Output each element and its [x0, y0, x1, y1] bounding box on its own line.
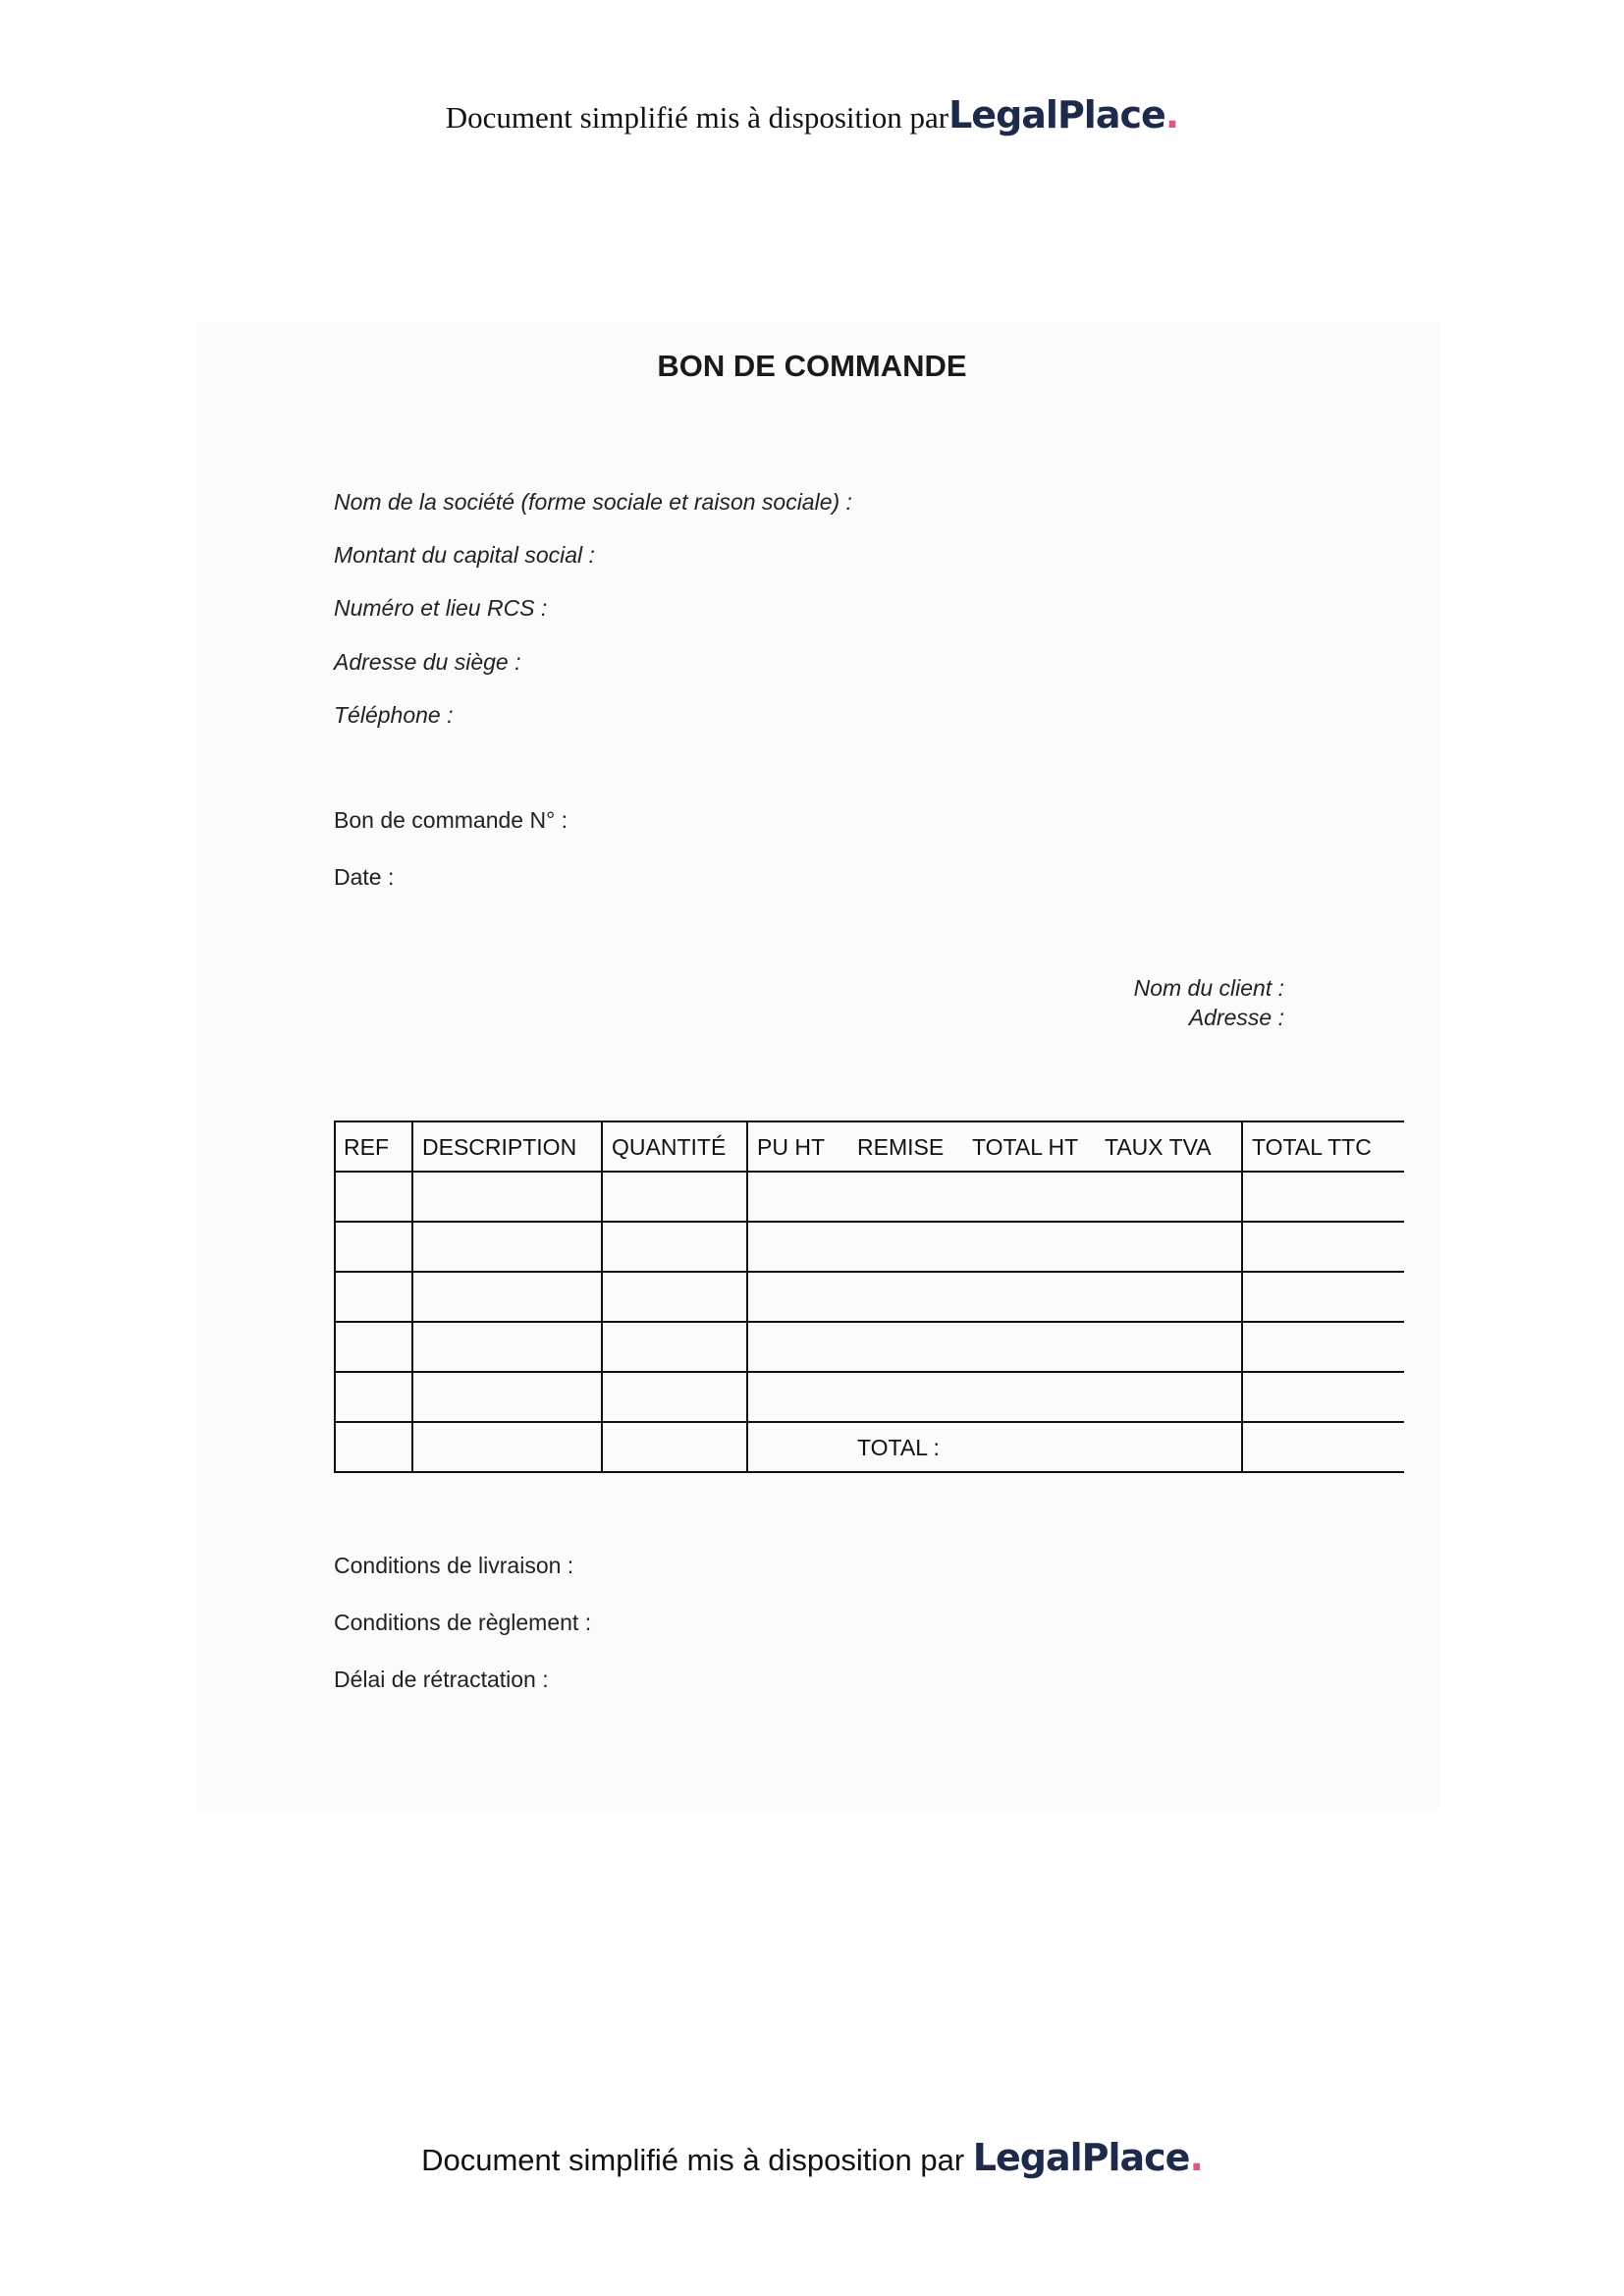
company-name-field: Nom de la société (forme sociale et raison sociale) : — [334, 489, 852, 515]
withdrawal-period-field: Délai de rétractation : — [334, 1667, 549, 1692]
header-quantite: QUANTITÉ — [612, 1134, 727, 1160]
table-total-label: TOTAL : — [857, 1435, 940, 1460]
rcs-field: Numéro et lieu RCS : — [334, 595, 548, 621]
payment-conditions-field: Conditions de règlement : — [334, 1610, 592, 1635]
date-field: Date : — [334, 864, 395, 890]
client-address-field: Adresse : — [1188, 1005, 1284, 1030]
legalplace-logo: LegalPlace. — [948, 93, 1179, 137]
footer-legalplace-logo: LegalPlace. — [972, 2136, 1203, 2179]
header-remise: REMISE — [857, 1134, 945, 1160]
credit-text: Document simplifié mis à disposition par — [445, 100, 949, 135]
header-ref: REF — [344, 1134, 389, 1160]
phone-field: Téléphone : — [334, 702, 454, 728]
header-pu-ht: PU HT — [757, 1134, 825, 1160]
delivery-conditions-field: Conditions de livraison : — [334, 1553, 574, 1578]
document-title: BON DE COMMANDE — [657, 349, 967, 383]
footer-credit-text: Document simplifié mis à disposition par — [421, 2143, 965, 2177]
footer-credit — [0, 2136, 1624, 2179]
header-total-ht: TOTAL HT — [972, 1134, 1079, 1160]
header-taux-tva: TAUX TVA — [1105, 1134, 1212, 1160]
header-description: DESCRIPTION — [422, 1134, 577, 1160]
address-field: Adresse du siège : — [334, 649, 521, 675]
order-number-field: Bon de commande N° : — [334, 807, 568, 833]
client-name-field: Nom du client : — [1133, 975, 1284, 1001]
header-total-ttc: TOTAL TTC — [1252, 1134, 1372, 1160]
order-table — [334, 1121, 1404, 1473]
capital-field: Montant du capital social : — [334, 542, 595, 568]
header-credit — [0, 93, 1624, 137]
